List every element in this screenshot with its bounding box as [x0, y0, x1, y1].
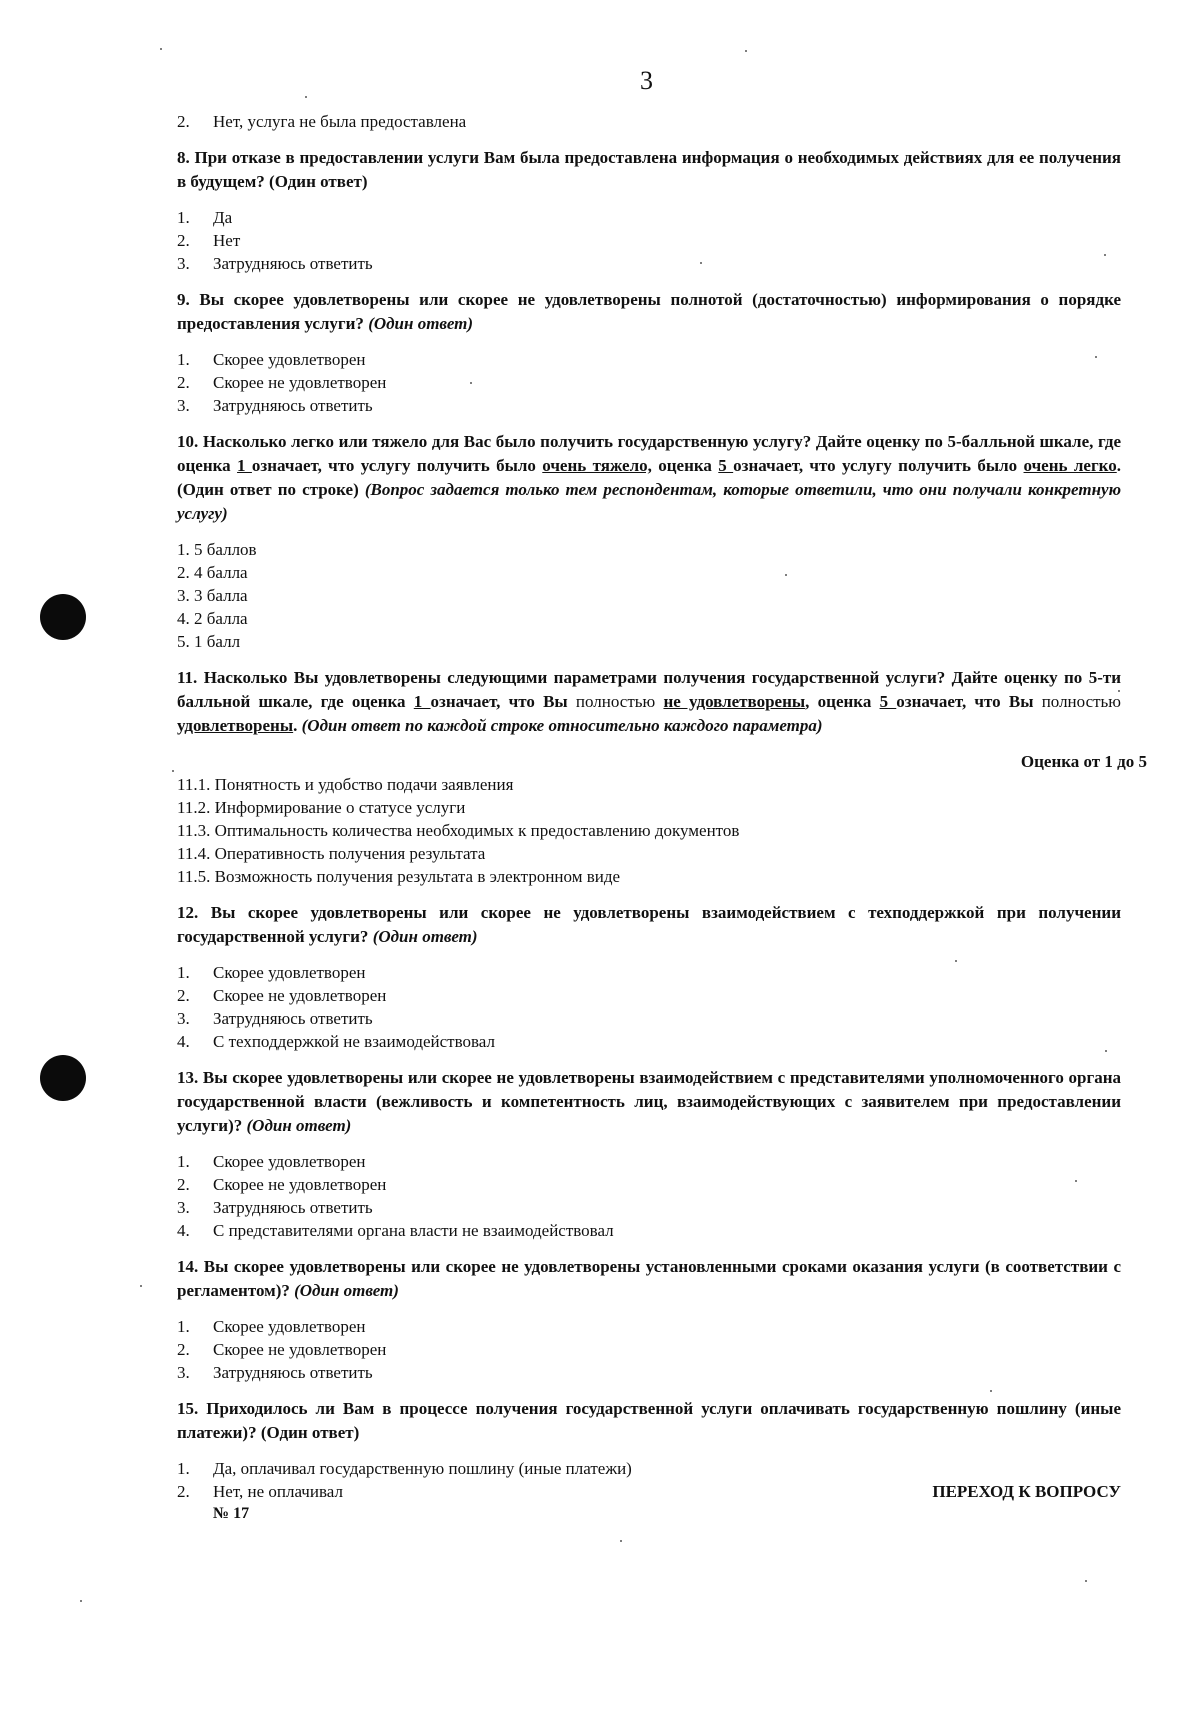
question-13-options	[177, 1150, 1121, 1242]
skip-instruction: ПЕРЕХОД К ВОПРОСУ	[932, 1482, 1121, 1501]
question-11-parameters	[177, 773, 1121, 888]
punch-hole-top	[40, 594, 86, 640]
scan-speck	[305, 96, 307, 98]
page-number: 3	[640, 66, 653, 95]
answer-option[interactable]: 3. Затрудняюсь ответить	[177, 396, 373, 415]
answer-option[interactable]: 4. С представителями органа власти не взаимодействовал	[177, 1221, 614, 1240]
answer-option[interactable]: 2. Скорее не удовлетворен	[177, 1175, 387, 1194]
question-8: 8. При отказе в предоставлении услуги Вам была предоставлена информация о необходимых действиях для ее получения в будущем? (Один ответ)	[177, 148, 1121, 191]
question-12: 12. Вы скорее удовлетворены или скорее не удовлетворены взаимодействием с техподдержкой при получении государственной услуги? (Один ответ)	[177, 903, 1121, 946]
answer-option[interactable]: 1. Скорее удовлетворен	[177, 1317, 366, 1336]
answer-option[interactable]: 5. 1 балл	[177, 632, 241, 651]
answer-option[interactable]: 1. 5 баллов	[177, 540, 257, 559]
rating-parameter[interactable]: 11.1. Понятность и удобство подачи заявления	[177, 775, 514, 794]
answer-option[interactable]: 3. Затрудняюсь ответить	[177, 1363, 373, 1382]
rating-parameter[interactable]: 11.2. Информирование о статусе услуги	[177, 798, 466, 817]
answer-option[interactable]: 1. Да	[177, 208, 233, 227]
answer-option[interactable]: 2. Нет, не оплачивал ПЕРЕХОД К ВОПРОСУ	[177, 1482, 1121, 1501]
question-12-options	[177, 961, 1121, 1053]
scan-speck	[620, 1540, 622, 1542]
scan-speck	[745, 50, 747, 52]
question-9: 9. Вы скорее удовлетворены или скорее не удовлетворены полнотой (достаточностью) информирования о порядке предоставления услуги? (Один ответ)	[177, 290, 1121, 333]
answer-option[interactable]: 3. Затрудняюсь ответить	[177, 1009, 373, 1028]
answer-option[interactable]: 1. Да, оплачивал государственную пошлину (иные платежи)	[177, 1459, 632, 1478]
carryover-option: 2. Нет, услуга не была предоставлена	[177, 112, 467, 131]
question-15-options	[177, 1457, 1121, 1525]
rating-parameter[interactable]: 11.4. Оперативность получения результата	[177, 844, 486, 863]
answer-option[interactable]: 1. Скорее удовлетворен	[177, 1152, 366, 1171]
answer-option[interactable]: 1. Скорее удовлетворен	[177, 963, 366, 982]
question-10: 10. Насколько легко или тяжело для Вас было получить государственную услугу? Дайте оценку по 5-балльной шкале, где оценка 1 означает, что услугу получить было очень тяжело, оценка 5 означает, что услугу получить было очень легко. (Один ответ по строке) (Вопрос задается только тем респондентам, которые ответили, что они получали конкретную услугу)	[177, 432, 1121, 523]
question-15: 15. Приходилось ли Вам в процессе получения государственной услуги оплачивать государственную пошлину (иные платежи)? (Один ответ)	[177, 1399, 1121, 1442]
scan-speck	[172, 770, 174, 772]
answer-option[interactable]: 4. 2 балла	[177, 609, 248, 628]
question-14-options	[177, 1315, 1121, 1384]
question-9-options	[177, 348, 1121, 417]
rating-parameter[interactable]: 11.3. Оптимальность количества необходимых к предоставлению документов	[177, 821, 740, 840]
scan-speck	[140, 1285, 142, 1287]
scan-speck	[80, 1600, 82, 1602]
answer-option[interactable]: 2. Скорее не удовлетворен	[177, 986, 387, 1005]
rating-column-header: Оценка от 1 до 5	[1020, 752, 1147, 771]
survey-page-content	[177, 110, 1147, 1525]
question-13: 13. Вы скорее удовлетворены или скорее не удовлетворены взаимодействием с представителями уполномоченного органа государственной власти (вежливость и компетентность лиц, взаимодействующих с заявителем при предоставлении услуги)? (Один ответ)	[177, 1068, 1121, 1135]
answer-option[interactable]: 3. 3 балла	[177, 586, 248, 605]
scan-speck	[1085, 1580, 1087, 1582]
question-11: 11. Насколько Вы удовлетворены следующими параметрами получения государственной услуги? Дайте оценку по 5-ти балльной шкале, где оценка 1 означает, что Вы полностью не удовлетворены, оценка 5 означает, что Вы полностью удовлетворены. (Один ответ по каждой строке относительно каждого параметра)	[177, 668, 1122, 735]
answer-option[interactable]: 2. Нет	[177, 231, 241, 250]
question-14: 14. Вы скорее удовлетворены или скорее не удовлетворены установленными сроками оказания услуги (в соответствии с регламентом)? (Один ответ)	[177, 1257, 1121, 1300]
question-8-options	[177, 206, 1121, 275]
answer-option[interactable]: 2. Скорее не удовлетворен	[177, 1340, 387, 1359]
answer-option[interactable]: 4. С техподдержкой не взаимодействовал	[177, 1032, 495, 1051]
answer-option[interactable]: 2. 4 балла	[177, 563, 248, 582]
answer-option[interactable]: 3. Затрудняюсь ответить	[177, 1198, 373, 1217]
skip-target: № 17	[213, 1505, 250, 1522]
answer-option[interactable]: 3. Затрудняюсь ответить	[177, 254, 373, 273]
answer-option[interactable]: 1. Скорее удовлетворен	[177, 350, 366, 369]
rating-parameter[interactable]: 11.5. Возможность получения результата в электронном виде	[177, 867, 621, 886]
scan-speck	[160, 48, 162, 50]
punch-hole-bottom	[40, 1055, 86, 1101]
answer-option[interactable]: 2. Скорее не удовлетворен	[177, 373, 387, 392]
question-10-options	[177, 538, 1121, 653]
